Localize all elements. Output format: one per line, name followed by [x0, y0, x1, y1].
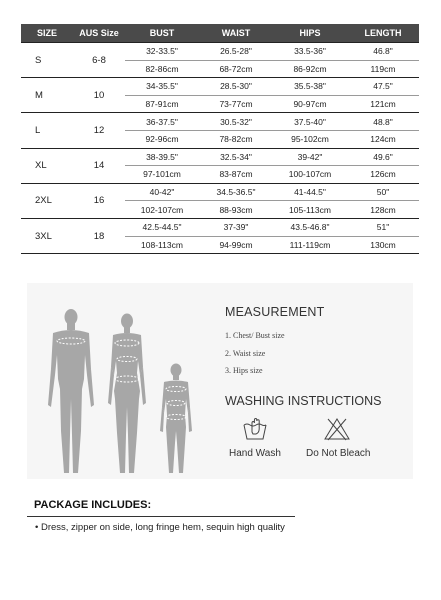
bust-inches-cell: 40-42": [125, 183, 199, 201]
package-title: PACKAGE INCLUDES:: [34, 499, 152, 511]
size-row: [21, 183, 419, 201]
measurement-title: MEASUREMENT: [225, 305, 325, 319]
waist-inches-cell: 32.5-34": [199, 148, 273, 166]
hand-wash-label: Hand Wash: [229, 448, 281, 459]
hips-cm-cell: 100-107cm: [273, 166, 347, 184]
bust-cm-cell: 92-96cm: [125, 130, 199, 148]
waist-inches-cell: 26.5-28": [199, 43, 273, 61]
hips-cm-cell: 105-113cm: [273, 201, 347, 219]
size-cell: 3XL: [21, 218, 73, 253]
waist-cm-cell: 78-82cm: [199, 130, 273, 148]
hips-inches-cell: 33.5-36": [273, 43, 347, 61]
hips-inches-cell: 35.5-38": [273, 78, 347, 96]
waist-inches-cell: 28.5-30": [199, 78, 273, 96]
length-inches-cell: 48.8": [347, 113, 419, 131]
length-cm-cell: 126cm: [347, 166, 419, 184]
size-row: [21, 43, 419, 61]
hand-wash-icon: [242, 417, 268, 441]
hips-cm-cell: 95-102cm: [273, 130, 347, 148]
do-not-bleach-icon: [323, 417, 351, 441]
hips-cm-cell: 90-97cm: [273, 95, 347, 113]
bust-inches-cell: 34-35.5": [125, 78, 199, 96]
size-row: [21, 113, 419, 131]
man-figure: [48, 309, 94, 473]
size-chart-header-row: [21, 24, 419, 43]
waist-cm-cell: 83-87cm: [199, 166, 273, 184]
header-hips: HIPS: [273, 24, 347, 43]
header-bust: BUST: [125, 24, 199, 43]
waist-inches-cell: 34.5-36.5": [199, 183, 273, 201]
header-size: SIZE: [21, 24, 73, 43]
size-cell: L: [21, 113, 73, 148]
header-waist: WAIST: [199, 24, 273, 43]
measurement-list: [225, 327, 285, 380]
woman-figure: [108, 314, 146, 474]
header-length: LENGTH: [347, 24, 419, 43]
bust-cm-cell: 108-113cm: [125, 236, 199, 254]
do-not-bleach-label: Do Not Bleach: [306, 448, 371, 459]
length-cm-cell: 119cm: [347, 60, 419, 78]
waist-cm-cell: 68-72cm: [199, 60, 273, 78]
waist-cm-cell: 88-93cm: [199, 201, 273, 219]
hips-cm-cell: 86-92cm: [273, 60, 347, 78]
bust-cm-cell: 102-107cm: [125, 201, 199, 219]
size-row: [21, 78, 419, 96]
hips-inches-cell: 39-42": [273, 148, 347, 166]
aus-size-cell: 12: [73, 113, 125, 148]
size-cell: 2XL: [21, 183, 73, 218]
waist-inches-cell: 30.5-32": [199, 113, 273, 131]
bust-inches-cell: 38-39.5": [125, 148, 199, 166]
bust-inches-cell: 32-33.5": [125, 43, 199, 61]
size-row: [21, 218, 419, 236]
size-chart-body: [21, 43, 419, 254]
aus-size-cell: 10: [73, 78, 125, 113]
length-cm-cell: 121cm: [347, 95, 419, 113]
length-inches-cell: 49.6": [347, 148, 419, 166]
length-cm-cell: 128cm: [347, 201, 419, 219]
length-cm-cell: 124cm: [347, 130, 419, 148]
hips-cm-cell: 111-119cm: [273, 236, 347, 254]
size-row: [21, 148, 419, 166]
hips-inches-cell: 37.5-40": [273, 113, 347, 131]
bust-cm-cell: 97-101cm: [125, 166, 199, 184]
aus-size-cell: 18: [73, 218, 125, 253]
bust-cm-cell: 82-86cm: [125, 60, 199, 78]
hips-inches-cell: 41-44.5": [273, 183, 347, 201]
length-inches-cell: 51": [347, 218, 419, 236]
length-inches-cell: 50": [347, 183, 419, 201]
length-cm-cell: 130cm: [347, 236, 419, 254]
size-cell: S: [21, 43, 73, 78]
length-inches-cell: 46.8": [347, 43, 419, 61]
body-figures-illustration: [37, 303, 217, 475]
length-inches-cell: 47.5": [347, 78, 419, 96]
size-chart-table: [21, 24, 419, 254]
waist-inches-cell: 37-39": [199, 218, 273, 236]
measurement-panel: [27, 283, 413, 479]
aus-size-cell: 6-8: [73, 43, 125, 78]
measurement-item-bust: 1. Chest/ Bust size: [225, 331, 285, 340]
package-item: • Dress, zipper on side, long fringe hem, sequin high quality: [35, 522, 285, 533]
waist-cm-cell: 94-99cm: [199, 236, 273, 254]
package-divider: [27, 516, 295, 517]
bust-cm-cell: 87-91cm: [125, 95, 199, 113]
measurement-item-hips: 3. Hips size: [225, 366, 263, 375]
size-cell: XL: [21, 148, 73, 183]
hips-inches-cell: 43.5-46.8": [273, 218, 347, 236]
size-cell: M: [21, 78, 73, 113]
child-figure: [160, 364, 192, 474]
bust-inches-cell: 42.5-44.5": [125, 218, 199, 236]
header-aus-size: AUS Size: [73, 24, 125, 43]
bust-inches-cell: 36-37.5": [125, 113, 199, 131]
waist-cm-cell: 73-77cm: [199, 95, 273, 113]
aus-size-cell: 16: [73, 183, 125, 218]
measurement-item-waist: 2. Waist size: [225, 348, 266, 358]
aus-size-cell: 14: [73, 148, 125, 183]
washing-title: WASHING INSTRUCTIONS: [225, 394, 382, 408]
